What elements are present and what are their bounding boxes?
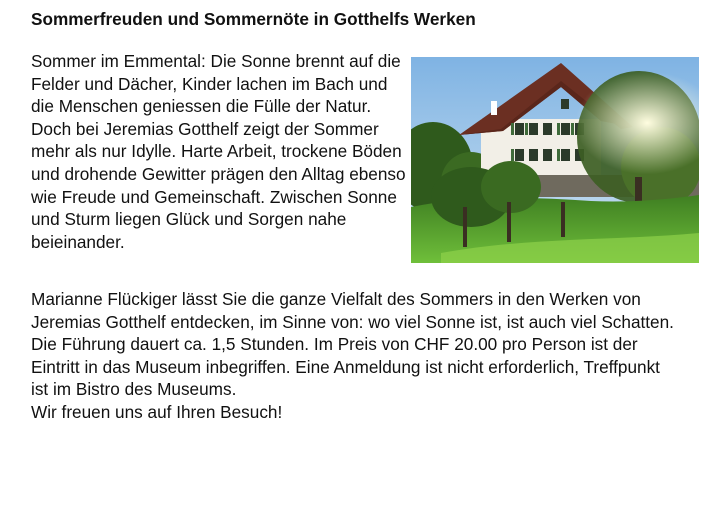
closing-line: Wir freuen uns auf Ihren Besuch! — [31, 401, 283, 422]
page-title: Sommerfreuden und Sommernöte in Gotthelfs Werken — [31, 9, 476, 29]
intro-paragraph: Sommer im Emmental: Die Sonne brennt auf die Felder und Dächer, Kinder lachen im Bach und die Menschen geniessen die Fülle der Natur. Doch bei Jeremias Gotthelf zeigt der Sommer mehr als nur Idylle. Harte Arbeit, trockene Böden und drohende Gewitter prägen den Alltag ebenso wie Freude und Gemeinschaft. Zwischen Sonne und Sturm liegen Glück und Sorgen nahe beieinander. — [31, 51, 406, 252]
article — [31, 8, 701, 424]
farmhouse-photo — [411, 57, 699, 263]
farmhouse-illustration — [411, 57, 699, 263]
intro-section — [31, 50, 701, 288]
paragraph-guide: Marianne Flückiger lässt Sie die ganze Vielfalt des Sommers in den Werken von Jeremias Gotthelf entdecken, im Sinne von: wo viel Sonne ist, ist auch viel Schatten. — [31, 289, 674, 332]
paragraph-details: Die Führung dauert ca. 1,5 Stunden. Im Preis von CHF 20.00 pro Person ist der Eintritt in das Museum inbegriffen. Eine Anmeldung ist nicht erforderlich, Treffpunkt ist im Bistro des Museums. — [31, 334, 660, 400]
